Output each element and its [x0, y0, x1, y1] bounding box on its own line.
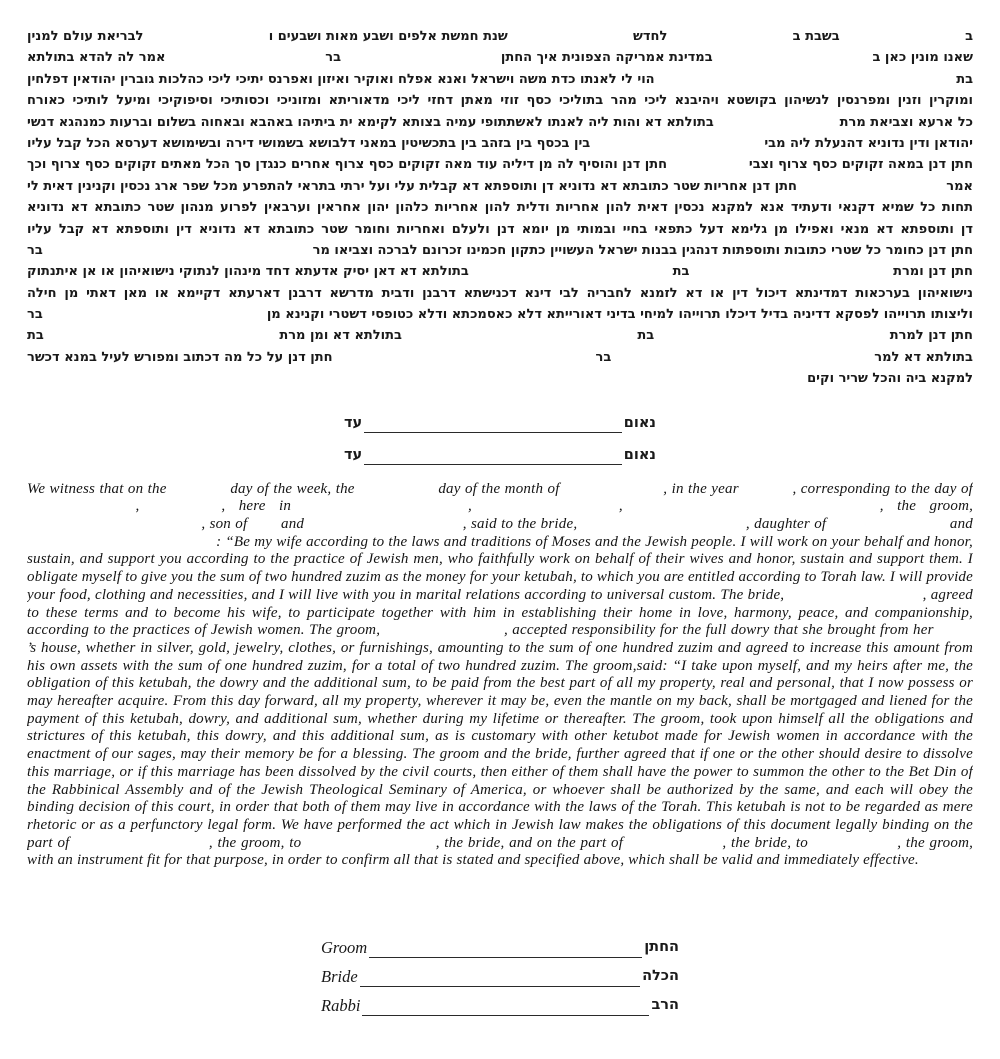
- bride-label-hebrew: הכלה: [642, 967, 679, 984]
- hebrew-text-segment: וליצותו תרוייהו לפסקא דדיניה בדיל דיכלו תרוייהו למיחי בדיני דאורייתא דלא כאסמכתא ודלא כטופסי דשטרי וקנינא מן: [266, 307, 973, 323]
- hebrew-contract-line: [27, 219, 973, 240]
- hebrew-contract-line: [27, 47, 973, 68]
- hebrew-text-segment: אמר: [946, 178, 973, 194]
- bride-signature-line[interactable]: [360, 970, 640, 987]
- fill-in-blank: [485, 509, 605, 510]
- hebrew-contract-line: [27, 304, 973, 325]
- hebrew-contract-line: [27, 240, 973, 261]
- hebrew-text-segment: בשבת ב: [792, 29, 840, 44]
- hebrew-contract-line: [27, 90, 973, 111]
- fill-in-blank: [385, 633, 500, 634]
- witness-signature-line[interactable]: [364, 449, 622, 465]
- hebrew-text-segment: חתן דנן והוסיף לה מן דיליה עוד מאה זקוקים כסף צרוף אחרים כנגדן סך הכל מאתים זקוקים כסף צרוף וכך: [27, 157, 668, 173]
- hebrew-text-segment: למקנא ביה והכל שריר וקים: [807, 371, 973, 387]
- hebrew-text-segment: לבריאת עולם למנין: [27, 29, 144, 44]
- hebrew-text-segment: לחדש: [633, 29, 668, 44]
- english-contract-paragraph: We witness that on the day of the week, the day of the month of , in the year , corresponding to the day of , , here in , , , the groom, , son of and , said to the bride, , daughter of and : “Be my wife according to the laws and traditions of Moses and the Jewish people. I will work on your behalf and honor, sustain, and support you according to the practice of Jewish men, who faithfully work on behalf of their wives and honor, sustain and support them. I obligate myself to give you the sum of two hundred zuzim as the money for your ketubah, to which you are entitled according to Torah law. I will provide your food, clothing and necessities, and I will live with you in marital relations according to universal custom. The bride, , agreed to these terms and to become his wife, to participate together with him in establishing their home in love, harmony, peace, and companionship, according to the practices of Jewish women. The groom, , accepted responsibility for the full dowry that she brought from her ’s house, whether in silver, gold, jewelry, clothes, or furnishings, amounting to the sum of one hundred zuzim and agreed to increase this amount from his own assets with the sum of one hundred zuzim, for a total of two hundred zuzim. The groom,said: “I take upon myself, and my heirs after me, the obligation of this ketubah, the dowry and the additional sum, to be paid from the best part of all my property, real and personal, that I now possess or may hereafter acquire. From this day forward, all my property, wherever it may be, even the mantle on my back, shall be mortgaged and liened for the payment of this ketubah, dowry, and additional sum, whether during my lifetime or thereafter. The groom, took upon himself all the obligations and strictures of this ketubah, this dowry, and this additional sum, as is customary with other ketubot made for Jewish women in accordance with the enactment of our sages, may their memory be for a blessing. The groom and the bride, further agreed that if one or the other should desire to dissolve this marriage, or if this marriage has been dissolved by the civil courts, then either of them shall have the power to summon the other to the Bet Din of the Rabbinical Assembly and of the Jewish Theological Seminary of America, or whoever shall be authorized by the same, and each will obey the binding decision of this court, in order that both of them may live in accordance with the laws of the Torah. This ketubah is not to be regarded as mere rhetoric or as a perfunctory legal form. We have performed the act which in Jewish law makes the obligations of this document legally binding on the part of , the groom, to , the bride, and on the part of , the bride, to , the groom, with an instrument fit for that purpose, in order to confirm all that is stated and specified above, which shall be valid and immediately effective.: [27, 480, 973, 869]
- fill-in-blank: [27, 545, 212, 546]
- fill-in-blank: [788, 598, 918, 599]
- hebrew-text-segment: במדינת אמריקה הצפונית איך החתן: [500, 50, 713, 66]
- hebrew-text-segment: נישואיהון בערכאות דמדינתא דיכול דין או דא לזמנא לחבריה לבי דינא דכנישתא דרבנן ודבית מדרשא דרבנן דארעתא דקיימא או מאן דאתי מן חילה: [27, 285, 973, 301]
- hebrew-contract-line: [27, 176, 973, 197]
- witness-label: עד: [344, 414, 363, 431]
- hebrew-text-segment: בתולתא דא ומן מרת: [279, 328, 402, 344]
- fill-in-blank: [831, 527, 946, 528]
- fill-in-blank: [27, 527, 197, 528]
- hebrew-text-segment: בתולתא דא והות ליה לאנתו לאשתתופי עמיה בצותא לקימא ית ביתיהו באהבא ובאחוה בשלום וברעות כמנהגא דנשי: [27, 114, 714, 130]
- fill-in-blank: [305, 509, 455, 510]
- witness-signature-line[interactable]: [364, 417, 622, 433]
- hebrew-text-segment: שאנו מונין כאן ב: [872, 50, 973, 66]
- hebrew-contract-line: [27, 69, 973, 90]
- hebrew-text-segment: חתן דנן על כל מה דכתוב ומפורש לעיל במנא דכשר: [27, 349, 333, 365]
- hebrew-text-segment: חתן דנן כחומר כל שטרי כתובות ותוספתות דנהגין בבנות ישראל העשויין כתקון חכמינו זכרונם לברכה וצביאו מר: [312, 242, 973, 258]
- fill-in-blank: [359, 492, 434, 493]
- witness-declaration-label: נאום: [623, 446, 656, 463]
- fill-in-blank: [27, 509, 122, 510]
- bride-label-english: Bride: [321, 966, 358, 986]
- hebrew-contract-line: [27, 347, 973, 368]
- rabbi-signature-line[interactable]: [362, 999, 649, 1016]
- witness-signature-section: [27, 414, 973, 465]
- hebrew-text-segment: הוי לי לאנתו כדת משה וישראל ואנא אפלח ואוקיר ואיזון ואפרנס יתיכי ליכי כהלכות גוברין יהודאין דפלחין: [27, 71, 655, 87]
- hebrew-text-segment: יהודאן ודין נדוניא דהנעלת ליה מבי: [764, 135, 973, 151]
- witness-label: עד: [344, 446, 363, 463]
- fill-in-blank: [74, 846, 204, 847]
- witness-declaration-label: נאום: [623, 414, 656, 431]
- fill-in-blank: [306, 846, 431, 847]
- hebrew-text-segment: בר: [595, 349, 612, 365]
- hebrew-contract-line: [27, 261, 973, 282]
- hebrew-text-segment: תחות כל שמיא דקנאי ודעתיד אנא למקנא נכסין דאית להון אחריות ודלית להון אחריות כלהון יהון אחראין וערבאין לפרוע מנהון שטר כתובתא דא נדוניא: [27, 200, 973, 216]
- hebrew-contract-line: [27, 368, 973, 389]
- fill-in-blank: [813, 846, 893, 847]
- hebrew-text-segment: ומוקרין וזנין ומפרנסין לנשיהון בקושטא ויהיבנא ליכי מהר בתוליכי כסף זוזי מאתן דחזי ליכי מדאוריתא ומזוניכי וכסותיכי וסיפוקיכי ומיעל לותיכי כאורח: [27, 93, 973, 109]
- hebrew-text-segment: בר: [325, 50, 342, 66]
- rabbi-signature-row: [321, 995, 679, 1016]
- groom-signature-row: [321, 937, 679, 958]
- rabbi-label-english: Rabbi: [321, 995, 361, 1015]
- hebrew-text-segment: בת: [672, 264, 690, 280]
- hebrew-contract-line: [27, 197, 973, 218]
- hebrew-text-segment: בין בכסף בין בזהב בין בתכשיטין במאני דלבושא בשמושי דירה ובשימושא דערסא הכל קבל עליו: [27, 135, 591, 151]
- hebrew-text-segment: בר: [27, 307, 43, 323]
- hebrew-text-segment: בת: [637, 328, 655, 344]
- hebrew-text-segment: בתולתא דא למר: [874, 349, 973, 365]
- hebrew-text-segment: שנת חמשת אלפים ושבע מאות ושבעים ו: [268, 29, 508, 44]
- hebrew-text-segment: כל ארעא וצביאת מרת: [839, 114, 973, 130]
- rabbi-label-hebrew: הרב: [651, 996, 679, 1013]
- fill-in-blank: [153, 509, 208, 510]
- hebrew-text-segment: ב: [965, 29, 973, 44]
- fill-in-blank: [743, 492, 788, 493]
- hebrew-contract-line: [27, 154, 973, 175]
- hebrew-contract-line: [27, 26, 973, 47]
- hebrew-contract-line: [27, 325, 973, 346]
- hebrew-text-segment: דן ותוספתא דא מנאי ואפילו מן גלימא דעל כתפאי בחיי ובמותי מן יומא דנן ולעלם ואחריות וחומר שטר כתובתא דא נדוניא דין ותוספתא דא קבל עליו: [27, 221, 973, 237]
- witness-signature-row: [344, 446, 656, 465]
- hebrew-text-segment: חתן דנן במאה זקוקים כסף צרוף וצבי: [748, 157, 973, 173]
- hebrew-contract-line: [27, 112, 973, 133]
- hebrew-text-segment: בר: [27, 242, 43, 258]
- bride-signature-row: [321, 966, 679, 987]
- hebrew-contract-text: [27, 26, 973, 390]
- hebrew-contract-line: [27, 133, 973, 154]
- groom-label-hebrew: החתן: [644, 938, 679, 955]
- fill-in-blank: [171, 492, 226, 493]
- hebrew-text-segment: בת: [27, 328, 44, 344]
- fill-in-blank: [628, 846, 718, 847]
- fill-in-blank: [938, 633, 973, 634]
- hebrew-text-segment: חתן דנן אחריות שטר כתובתא דא נדוניא דן ותוספתא דא קבלית עלי ועל ירתי בתראי להתפרע מכל שפר ארג נכסין וקנינין דאית לי: [27, 178, 797, 194]
- fill-in-blank: [582, 527, 742, 528]
- groom-label-english: Groom: [321, 937, 368, 957]
- hebrew-text-segment: חתן דנן למרת: [889, 328, 973, 344]
- fill-in-blank: [636, 509, 866, 510]
- signature-section: [27, 937, 973, 1016]
- fill-in-blank: [252, 527, 277, 528]
- witness-signature-row: [344, 414, 656, 433]
- fill-in-blank: [308, 527, 458, 528]
- hebrew-text-segment: בת: [956, 71, 973, 87]
- hebrew-text-segment: בתולתא דא דאן יסיק אדעתא דחד מינהון לנתוקי נישואיהון או אן איתנתוק: [27, 264, 469, 280]
- hebrew-text-segment: חתן דנן ומרת: [893, 264, 973, 280]
- hebrew-text-segment: אמר לה להדא בתולתא: [27, 50, 166, 66]
- groom-signature-line[interactable]: [369, 941, 642, 958]
- hebrew-contract-line: [27, 283, 973, 304]
- english-contract-section: [27, 481, 973, 933]
- fill-in-blank: [564, 492, 659, 493]
